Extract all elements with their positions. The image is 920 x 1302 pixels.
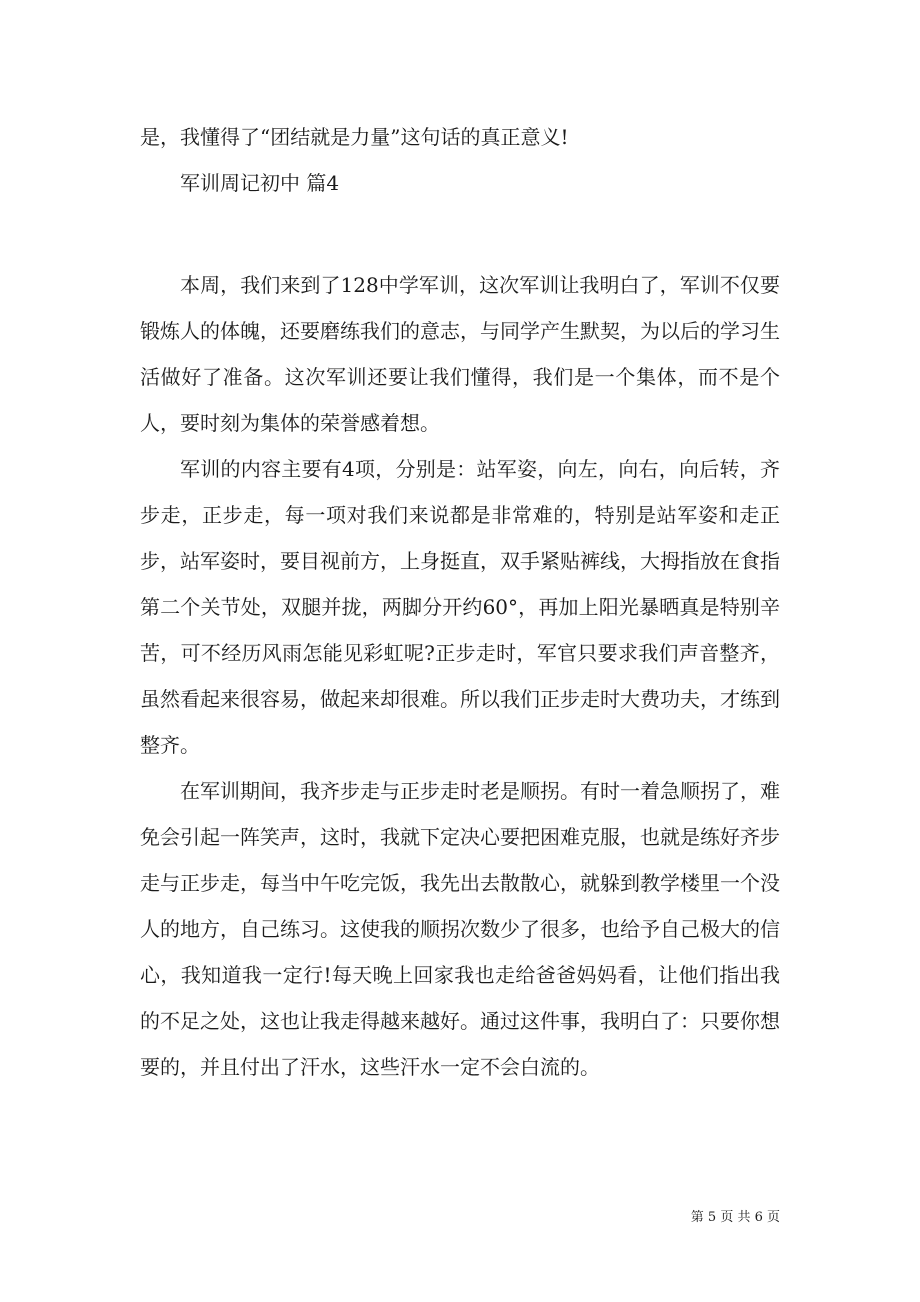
paragraph-2: 军训的内容主要有4项，分别是：站军姿，向左，向右，向后转，齐步走，正步走，每一项对我们来说都是非常难的，特别是站军姿和走正步，站军姿时，要目视前方，上身挺直，双手紧贴裤线，大拇指放在食指第二个关节处，双腿并拢，两脚分开约60°，再加上阳光暴晒真是特别辛苦，可不经历风雨怎能见彩虹呢?正步走时，军官只要求我们声音整齐，虽然看起来很容易，做起来却很难。所以我们正步走时大费功夫，才练到整齐。 (140, 457, 780, 757)
lead-line: 是，我懂得了“团结就是力量”这句话的真正意义! (140, 125, 569, 149)
page-number-footer: 第 5 页 共 6 页 (690, 1210, 780, 1225)
document-body (140, 114, 780, 1090)
paragraph-3: 在军训期间，我齐步走与正步走时老是顺拐。有时一着急顺拐了，难免会引起一阵笑声，这时，我就下定决心要把困难克服，也就是练好齐步走与正步走，每当中午吃完饭，我先出去散散心，就躲到教学楼里一个没人的地方，自己练习。这使我的顺拐次数少了很多，也给予自己极大的信心，我知道我一定行!每天晚上回家我也走给爸爸妈妈看，让他们指出我的不足之处，这也让我走得越来越好。通过这件事，我明白了：只要你想要的，并且付出了汗水，这些汗水一定不会白流的。 (140, 779, 780, 1079)
heading-spacer (140, 206, 780, 262)
paragraph-1: 本周，我们来到了128中学军训，这次军训让我明白了，军训不仅要锻炼人的体魄，还要磨练我们的意志，与同学产生默契，为以后的学习生活做好了准备。这次军训还要让我们懂得，我们是一个集体，而不是个人，要时刻为集体的荣誉感着想。 (140, 273, 780, 435)
section-heading: 军训周记初中 篇4 (180, 171, 340, 195)
